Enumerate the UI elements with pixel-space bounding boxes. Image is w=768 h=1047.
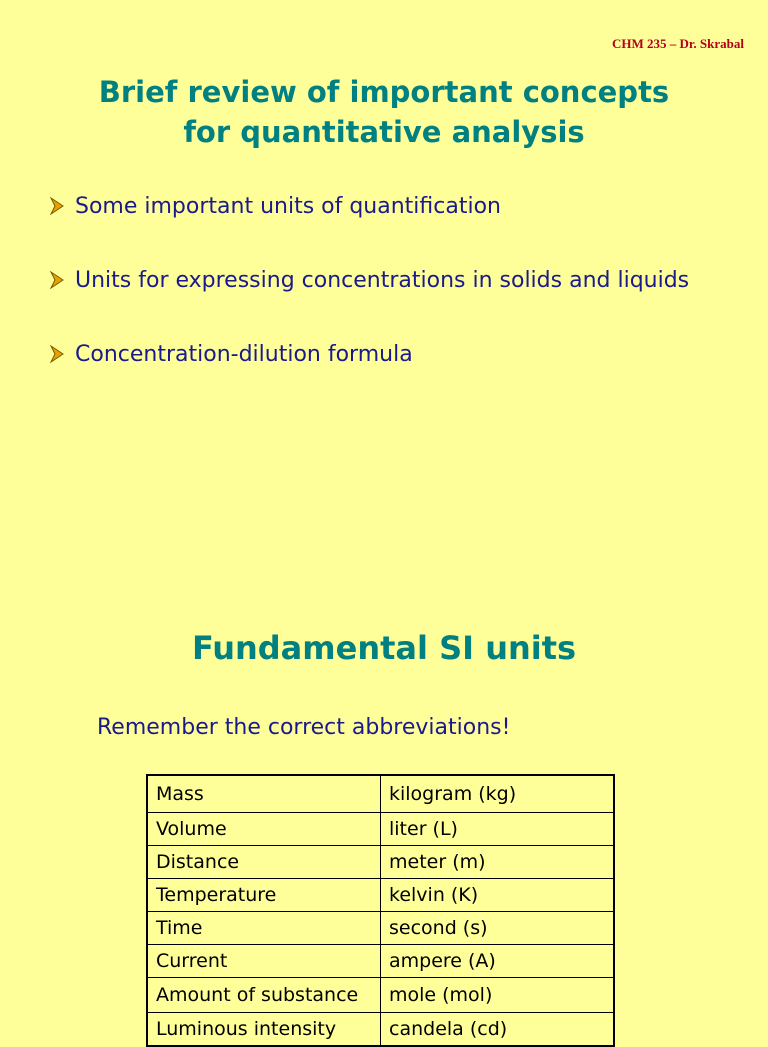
reminder-text: Remember the correct abbreviations! — [97, 715, 511, 740]
bullet-text: Some important units of quantification — [75, 193, 501, 219]
table-row — [147, 879, 614, 912]
unit-cell: kilogram (kg) — [381, 775, 615, 813]
bullet-item — [50, 264, 689, 296]
section-title: Fundamental SI units — [191, 629, 577, 667]
bullet-item — [50, 338, 689, 370]
quantity-cell: Amount of substance — [147, 978, 381, 1013]
unit-cell: kelvin (K) — [381, 879, 615, 912]
table-row — [147, 945, 614, 978]
table-row — [147, 978, 614, 1013]
quantity-cell: Mass — [147, 775, 381, 813]
quantity-cell: Distance — [147, 846, 381, 879]
si-units-table — [146, 774, 615, 1047]
unit-cell: candela (cd) — [381, 1013, 615, 1047]
bullet-text: Units for expressing concentrations in solids and liquids — [75, 267, 690, 293]
arrowhead-bullet-icon — [50, 271, 64, 289]
course-header: CHM 235 – Dr. Skrabal — [611, 36, 744, 51]
table-row — [147, 846, 614, 879]
quantity-cell: Current — [147, 945, 381, 978]
quantity-cell: Luminous intensity — [147, 1013, 381, 1047]
unit-cell: second (s) — [381, 912, 615, 945]
table-row — [147, 1013, 614, 1047]
unit-cell: ampere (A) — [381, 945, 615, 978]
slide-title-line-2: for quantitative analysis — [183, 115, 585, 149]
slide-title-line-1: Brief review of important concepts — [98, 75, 670, 109]
quantity-cell: Temperature — [147, 879, 381, 912]
unit-cell: meter (m) — [381, 846, 615, 879]
table-row — [147, 912, 614, 945]
bullet-item — [50, 190, 689, 222]
table-row — [147, 813, 614, 846]
slide-title — [0, 72, 768, 152]
unit-cell: liter (L) — [381, 813, 615, 846]
table-row — [147, 775, 614, 813]
bullet-list — [50, 190, 689, 412]
arrowhead-bullet-icon — [50, 197, 64, 215]
arrowhead-bullet-icon — [50, 345, 64, 363]
unit-cell: mole (mol) — [381, 978, 615, 1013]
quantity-cell: Volume — [147, 813, 381, 846]
quantity-cell: Time — [147, 912, 381, 945]
bullet-text: Concentration-dilution formula — [75, 341, 413, 367]
